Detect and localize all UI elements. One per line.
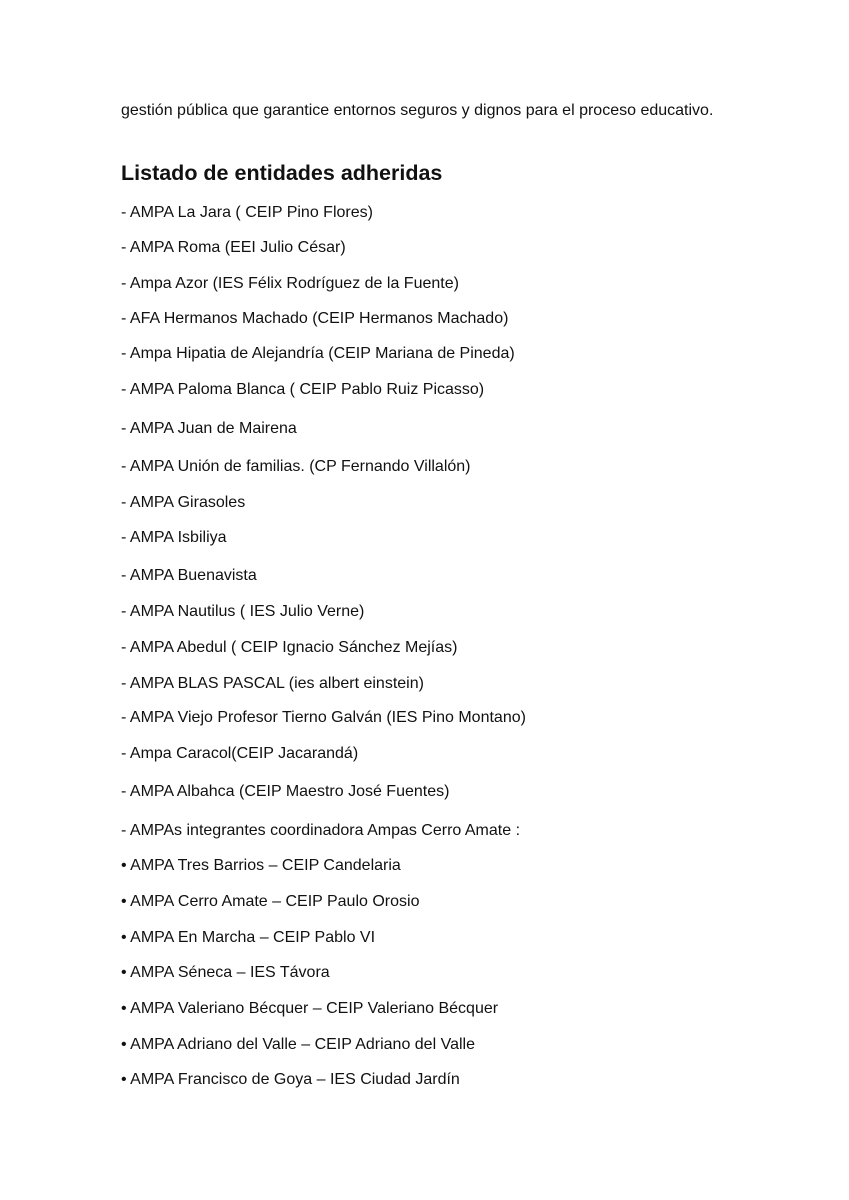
list-item: - AFA Hermanos Machado (CEIP Hermanos Machado) (121, 310, 509, 327)
list-item: • AMPA Cerro Amate – CEIP Paulo Orosio (121, 893, 420, 910)
list-item: - AMPA Albahca (CEIP Maestro José Fuentes) (121, 783, 450, 800)
list-item: - Ampa Azor (IES Félix Rodríguez de la Fuente) (121, 275, 459, 292)
section-heading: Listado de entidades adheridas (121, 161, 443, 185)
list-item: - AMPA Nautilus ( IES Julio Verne) (121, 603, 365, 620)
list-item: • AMPA Tres Barrios – CEIP Candelaria (121, 857, 401, 874)
list-item: - AMPA Paloma Blanca ( CEIP Pablo Ruiz Picasso) (121, 381, 485, 398)
list-item: - AMPAs integrantes coordinadora Ampas Cerro Amate : (121, 822, 521, 839)
list-item: - AMPA Viejo Profesor Tierno Galván (IES Pino Montano) (121, 709, 526, 726)
intro-paragraph: gestión pública que garantice entornos seguros y dignos para el proceso educativo. (121, 102, 714, 119)
list-item: - AMPA La Jara ( CEIP Pino Flores) (121, 204, 373, 221)
list-item: - AMPA BLAS PASCAL (ies albert einstein) (121, 675, 424, 692)
list-item: - AMPA Buenavista (121, 567, 257, 584)
list-item: - AMPA Juan de Mairena (121, 420, 297, 437)
list-item: - AMPA Isbiliya (121, 529, 227, 546)
list-item: - AMPA Girasoles (121, 494, 246, 511)
list-item: • AMPA Adriano del Valle – CEIP Adriano del Valle (121, 1036, 475, 1053)
list-item: - Ampa Hipatia de Alejandría (CEIP Mariana de Pineda) (121, 345, 515, 362)
list-item: • AMPA Francisco de Goya – IES Ciudad Jardín (121, 1071, 460, 1088)
list-item: - AMPA Abedul ( CEIP Ignacio Sánchez Mejías) (121, 639, 458, 656)
list-item: - Ampa Caracol(CEIP Jacarandá) (121, 745, 359, 762)
list-item: - AMPA Roma (EEI Julio César) (121, 239, 346, 256)
list-item: • AMPA Valeriano Bécquer – CEIP Valeriano Bécquer (121, 1000, 499, 1017)
list-item: • AMPA Séneca – IES Távora (121, 964, 330, 981)
list-item: - AMPA Unión de familias. (CP Fernando Villalón) (121, 458, 471, 475)
list-item: • AMPA En Marcha – CEIP Pablo VI (121, 929, 376, 946)
